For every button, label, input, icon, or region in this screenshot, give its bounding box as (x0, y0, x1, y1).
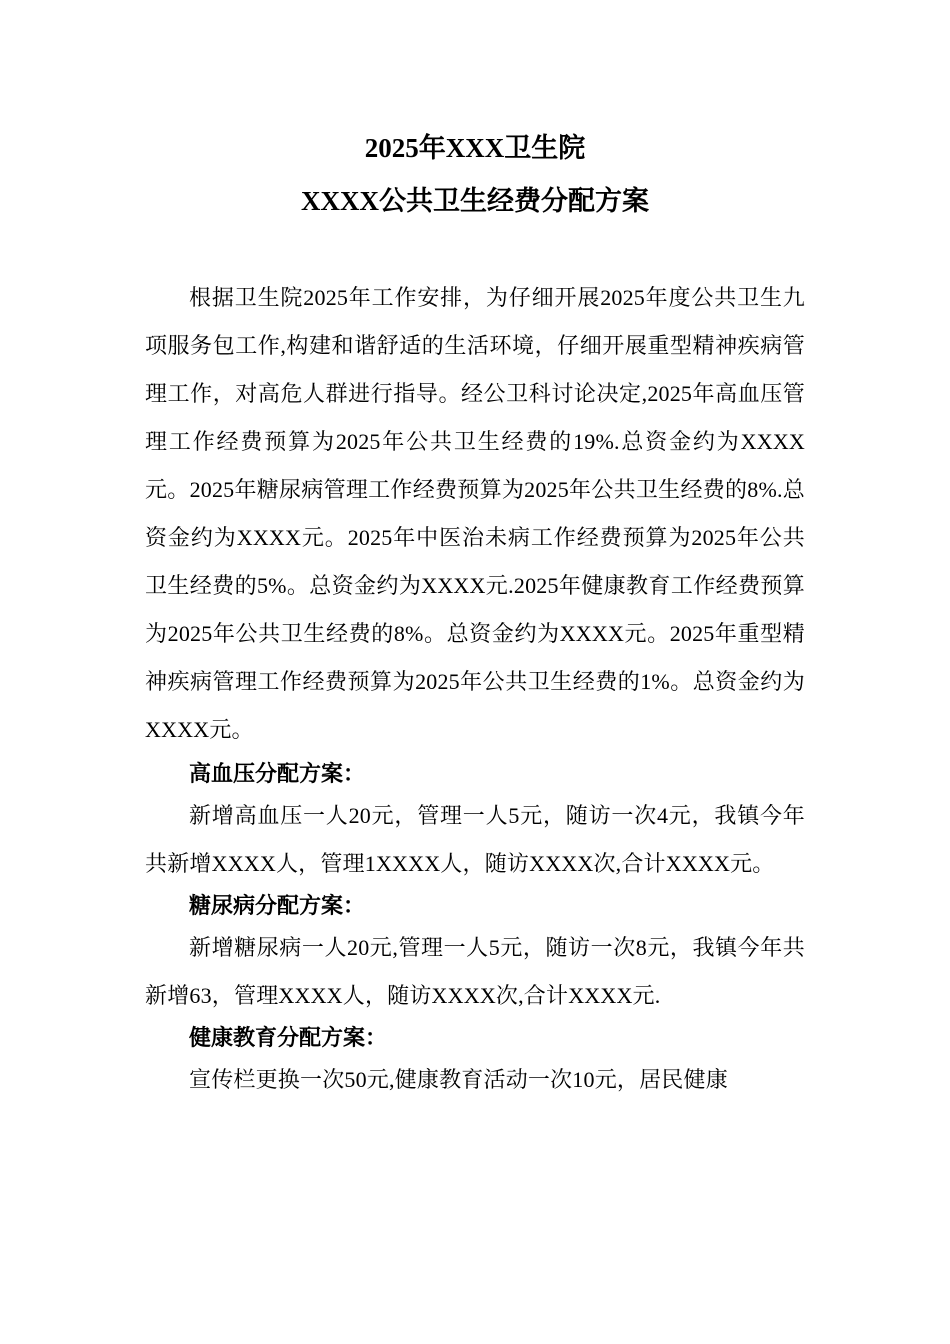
section-body-hypertension: 新增高血压一人20元，管理一人5元，随访一次4元，我镇今年共新增XXXX人，管理1XXXX人，随访XXXX次,合计XXXX元。 (145, 803, 805, 876)
document-body (145, 274, 805, 1104)
section-body-diabetes: 新增糖尿病一人20元,管理一人5元，随访一次8元，我镇今年共新增63，管理XXXX人，随访XXXX次,合计XXXX元. (145, 935, 805, 1008)
section-body-health-education: 宣传栏更换一次50元,健康教育活动一次10元，居民健康 (189, 1067, 728, 1092)
document-title-line-1: 2025年XXX卫生院 (364, 133, 586, 163)
section-heading-health-education: 健康教育分配方案： (189, 1025, 388, 1050)
intro-paragraph: 根据卫生院2025年工作安排，为仔细开展2025年度公共卫生九项服务包工作,构建和谐舒适的生活环境，仔细开展重型精神疾病管理工作，对高危人群进行指导。经公卫科讨论决定,2025年高血压管理工作经费预算为2025年公共卫生经费的19%.总资金约为XXXX元。2025年糖尿病管理工作经费预算为2025年公共卫生经费的8%.总资金约为XXXX元。2025年中医治未病工作经费预算为2025年公共卫生经费的5%。总资金约为XXXX元.2025年健康教育工作经费预算为2025年公共卫生经费的8%。总资金约为XXXX元。2025年重型精神疾病管理工作经费预算为2025年公共卫生经费的1%。总资金约为XXXX元。 (145, 285, 805, 742)
section-heading-hypertension: 高血压分配方案： (189, 761, 366, 786)
document-title-line-2: XXXX公共卫生经费分配方案 (301, 186, 649, 216)
section-heading-diabetes: 糖尿病分配方案： (189, 893, 366, 918)
